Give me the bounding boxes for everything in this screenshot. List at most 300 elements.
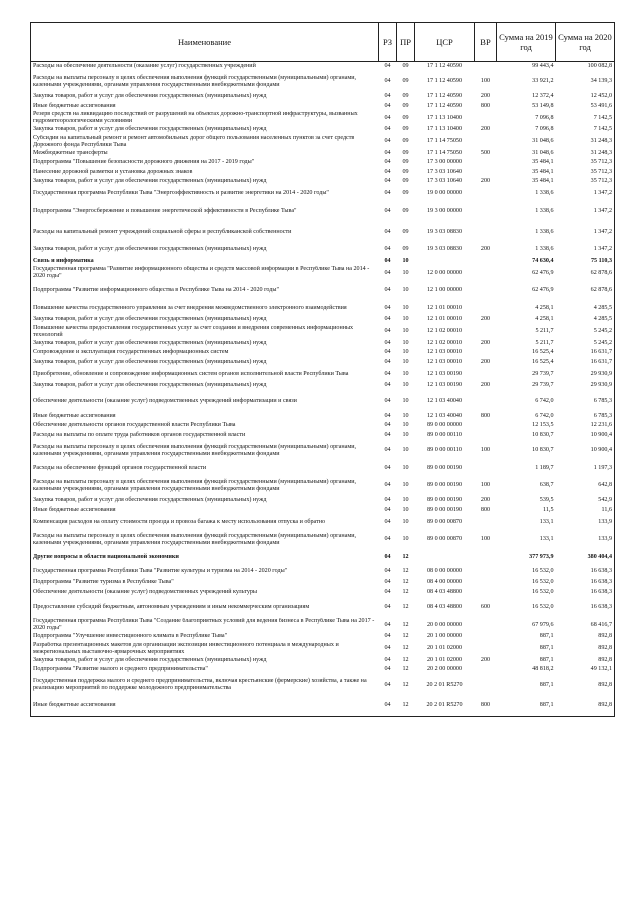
- cell-sum-2020: 29 930,9: [556, 367, 615, 381]
- cell-vr: 600: [480, 604, 491, 611]
- cell-vr: [475, 632, 497, 642]
- header-rz: РЗ: [379, 23, 397, 62]
- cell-pr: 10: [402, 464, 409, 471]
- cell-name: Расходы на выплаты персоналу в целях обеспечения выполнения функций государственными (муниципальными) органами, казенными учреждениями, органами управления государственными внебюджетными фондами: [31, 71, 379, 92]
- cell-rz: 04: [384, 506, 391, 513]
- cell-sum-2019: 35 484,1: [532, 159, 554, 166]
- cell-csr: [415, 550, 475, 564]
- cell-csr: 17 1 13 10400: [426, 114, 463, 121]
- cell-name: Иные бюджетные ассигнования: [31, 506, 379, 516]
- cell-vr: [475, 515, 497, 529]
- cell-rz: 04: [384, 328, 391, 335]
- cell-csr: 20 2 01 R5270: [426, 681, 463, 688]
- cell-rz: 04: [384, 138, 391, 145]
- cell-rz: 04: [384, 228, 391, 235]
- cell-csr: 17 1 12 40590: [426, 63, 463, 70]
- cell-rz: 04: [384, 536, 391, 543]
- cell-rz: 04: [384, 287, 391, 294]
- cell-rz: 04: [384, 553, 391, 560]
- cell-sum-2019: 1 189,7: [535, 464, 554, 471]
- cell-sum-2020: 892,8: [556, 675, 615, 696]
- cell-vr: [475, 158, 497, 168]
- cell-sum-2020: 16 638,3: [556, 578, 615, 588]
- cell-name: Расходы на выплаты персоналу в целях обеспечения выполнения функций государственными (муниципальными) органами, казенными учреждениями, органами управления государственными внебюджетными фондами: [31, 475, 379, 496]
- cell-sum-2019: 29 739,7: [532, 370, 554, 377]
- cell-name: Иные бюджетные ассигнования: [31, 696, 379, 717]
- cell-name: Закупка товаров, работ и услуг для обеспечения государственных (муниципальных) нужд: [31, 315, 379, 325]
- cell-csr: 08 4 00 00000: [426, 579, 463, 586]
- table-row: [31, 496, 615, 506]
- cell-csr: 89 0 00 00870: [426, 518, 463, 525]
- cell-vr: [475, 421, 497, 431]
- cell-name: Закупка товаров, работ и услуг для обеспечения государственных (муниципальных) нужд: [31, 243, 379, 257]
- cell-name: Закупка товаров, работ и услуг для обеспечения государственных (муниципальных) нужд: [31, 381, 379, 391]
- table-row: [31, 102, 615, 112]
- cell-csr: 17 1 14 75050: [426, 149, 463, 156]
- cell-pr: 10: [402, 497, 409, 504]
- cell-pr: 12: [402, 621, 409, 628]
- cell-vr: 200: [480, 93, 491, 100]
- cell-name: Нанесение дорожной разметки и установка дорожных знаков: [31, 168, 379, 178]
- cell-sum-2019: 5 211,7: [535, 339, 554, 346]
- cell-csr: 17 1 12 40590: [426, 102, 463, 109]
- cell-sum-2020: 31 248,3: [556, 149, 615, 159]
- table-row: [31, 367, 615, 381]
- cell-csr: 17 3 00 00000: [426, 159, 463, 166]
- cell-vr: [475, 280, 497, 301]
- table-body: [31, 62, 615, 717]
- cell-pr: 12: [402, 645, 409, 652]
- cell-name: Расходы на выплаты персоналу в целях обеспечения выполнения функций государственными (муниципальными) органами, казенными учреждениями, органами управления государственными внебюджетными фондами: [31, 529, 379, 550]
- cell-sum-2020: 10 900,4: [556, 431, 615, 441]
- cell-pr: 10: [402, 269, 409, 276]
- cell-pr: 10: [402, 422, 409, 429]
- table-row: [31, 158, 615, 168]
- cell-csr: 12 1 02 00010: [426, 339, 463, 346]
- cell-pr: 09: [402, 63, 409, 70]
- cell-vr: [475, 588, 497, 598]
- cell-csr: 19 3 03 08830: [426, 228, 463, 235]
- table-row: [31, 550, 615, 564]
- table-row: [31, 301, 615, 315]
- cell-pr: 09: [402, 149, 409, 156]
- cell-sum-2019: 12 153,5: [532, 422, 554, 429]
- cell-pr: 10: [402, 431, 409, 438]
- table-row: [31, 168, 615, 178]
- cell-sum-2020: 16 631,7: [556, 358, 615, 368]
- cell-vr: [475, 301, 497, 315]
- cell-csr: 89 0 00 00000: [426, 422, 463, 429]
- table-row: [31, 431, 615, 441]
- cell-name: Закупка товаров, работ и услуг для обеспечения государственных (муниципальных) нужд: [31, 339, 379, 349]
- cell-sum-2019: 16 532,0: [532, 604, 554, 611]
- cell-vr: [475, 564, 497, 578]
- cell-sum-2019: 35 484,1: [532, 168, 554, 175]
- cell-rz: 04: [384, 358, 391, 365]
- table-row: [31, 135, 615, 149]
- cell-vr: 200: [480, 497, 491, 504]
- cell-sum-2020: 380 404,4: [556, 550, 615, 564]
- cell-csr: 20 1 00 00000: [426, 633, 463, 640]
- cell-vr: 200: [480, 316, 491, 323]
- cell-sum-2020: 35 712,3: [556, 168, 615, 178]
- table-row: [31, 632, 615, 642]
- cell-rz: 04: [384, 422, 391, 429]
- table-row: [31, 71, 615, 92]
- table-row: [31, 381, 615, 391]
- cell-csr: 89 0 00 00870: [426, 536, 463, 543]
- cell-name: Иные бюджетные ассигнования: [31, 412, 379, 422]
- cell-sum-2020: 12 452,0: [556, 92, 615, 102]
- cell-name: Предоставление субсидий бюджетным, автономным учреждениям и иным некоммерческим организациям: [31, 597, 379, 618]
- cell-csr: 19 3 03 08830: [426, 246, 463, 253]
- cell-rz: 04: [384, 114, 391, 121]
- header-sum-2019: Сумма на 2019 год: [497, 23, 556, 62]
- cell-vr: [475, 367, 497, 381]
- cell-vr: [475, 222, 497, 243]
- cell-vr: [475, 665, 497, 675]
- cell-sum-2019: 887,1: [539, 633, 554, 640]
- cell-name: Государственная программа Республики Тыва "Энергоэффективность и развитие энергетики на 2014 - 2020 годы": [31, 187, 379, 201]
- cell-csr: 19 0 00 00000: [426, 190, 463, 197]
- cell-rz: 04: [384, 588, 391, 595]
- cell-rz: 04: [384, 447, 391, 454]
- cell-sum-2019: 539,5: [539, 497, 554, 504]
- table-row: [31, 391, 615, 412]
- cell-vr: [475, 642, 497, 656]
- cell-csr: 12 1 03 40040: [426, 412, 463, 419]
- cell-name: Межбюджетные трансферты: [31, 149, 379, 159]
- cell-pr: 10: [402, 482, 409, 489]
- cell-vr: [475, 266, 497, 280]
- cell-pr: 09: [402, 102, 409, 109]
- cell-pr: 10: [402, 339, 409, 346]
- cell-sum-2020: 34 139,3: [556, 71, 615, 92]
- cell-csr: [415, 257, 475, 267]
- table-row: [31, 339, 615, 349]
- cell-rz: 04: [384, 269, 391, 276]
- table-row: [31, 618, 615, 632]
- cell-sum-2020: 16 631,7: [556, 348, 615, 358]
- cell-sum-2020: 4 285,5: [556, 301, 615, 315]
- cell-vr: 100: [480, 536, 491, 543]
- cell-name: Субсидии на капитальный ремонт и ремонт автомобильных дорог общего пользования населенных пунктов за счет средств Дорожного фонда Республики Тыва: [31, 135, 379, 149]
- table-row: [31, 564, 615, 578]
- cell-sum-2020: 642,8: [556, 475, 615, 496]
- header-name: Наименование: [31, 23, 379, 62]
- cell-vr: [475, 578, 497, 588]
- table-row: [31, 475, 615, 496]
- cell-pr: 12: [402, 681, 409, 688]
- cell-pr: 09: [402, 178, 409, 185]
- cell-sum-2020: 5 245,2: [556, 325, 615, 339]
- header-sum-2020: Сумма на 2020 год: [556, 23, 615, 62]
- cell-rz: 04: [384, 63, 391, 70]
- table-row: [31, 92, 615, 102]
- cell-sum-2019: 16 532,0: [532, 588, 554, 595]
- cell-pr: 10: [402, 287, 409, 294]
- cell-vr: [475, 431, 497, 441]
- cell-sum-2019: 53 149,8: [532, 102, 554, 109]
- cell-sum-2020: 68 416,7: [556, 618, 615, 632]
- cell-sum-2020: 10 900,4: [556, 440, 615, 461]
- cell-sum-2019: 16 525,4: [532, 349, 554, 356]
- cell-csr: 20 2 01 R5270: [426, 702, 463, 709]
- cell-pr: 10: [402, 358, 409, 365]
- cell-sum-2020: 11,6: [556, 506, 615, 516]
- cell-csr: 20 2 00 00000: [426, 666, 463, 673]
- cell-name: Подпрограмма "Развитие информационного общества в Республике Тыва на 2014 - 2020 годы": [31, 280, 379, 301]
- cell-sum-2020: 12 231,6: [556, 421, 615, 431]
- header-pr: ПР: [397, 23, 415, 62]
- cell-sum-2019: 5 211,7: [535, 328, 554, 335]
- cell-pr: 10: [402, 382, 409, 389]
- cell-name: Расходы на обеспечение функций органов государственной власти: [31, 461, 379, 475]
- cell-csr: 12 1 01 00010: [426, 304, 463, 311]
- cell-sum-2019: 74 630,4: [532, 257, 554, 264]
- header-vr: ВР: [475, 23, 497, 62]
- cell-name: Закупка товаров, работ и услуг для обеспечения государственных (муниципальных) нужд: [31, 496, 379, 506]
- cell-sum-2020: 1 347,2: [556, 243, 615, 257]
- cell-pr: 10: [402, 304, 409, 311]
- cell-rz: 04: [384, 412, 391, 419]
- cell-rz: 04: [384, 567, 391, 574]
- cell-name: Расходы на выплаты по оплате труда работников органов государственной власти: [31, 431, 379, 441]
- cell-sum-2020: 1 197,3: [556, 461, 615, 475]
- cell-csr: 89 0 00 00190: [426, 482, 463, 489]
- table-row: [31, 348, 615, 358]
- cell-sum-2019: 67 979,6: [532, 621, 554, 628]
- cell-sum-2019: 62 476,9: [532, 269, 554, 276]
- table-row: [31, 578, 615, 588]
- cell-pr: 10: [402, 518, 409, 525]
- cell-sum-2019: 887,1: [539, 702, 554, 709]
- cell-sum-2019: 1 338,6: [535, 228, 554, 235]
- cell-pr: 12: [402, 567, 409, 574]
- cell-sum-2020: 35 712,3: [556, 177, 615, 187]
- cell-csr: 17 3 03 10640: [426, 168, 463, 175]
- cell-sum-2019: 887,1: [539, 656, 554, 663]
- table-row: [31, 675, 615, 696]
- cell-csr: 12 1 03 00190: [426, 382, 463, 389]
- cell-rz: 04: [384, 579, 391, 586]
- cell-name: Резерв средств на ликвидацию последствий от разрушений на объектах дорожно-транспортной инфраструктуры, вызванных гидрометеорологическими условиями: [31, 111, 379, 125]
- cell-csr: 89 0 00 00110: [427, 447, 462, 454]
- table-row: [31, 461, 615, 475]
- cell-pr: 09: [402, 114, 409, 121]
- table-row: [31, 515, 615, 529]
- cell-pr: 09: [402, 138, 409, 145]
- cell-rz: 04: [384, 190, 391, 197]
- cell-sum-2020: 31 248,3: [556, 135, 615, 149]
- table-row: [31, 696, 615, 717]
- cell-sum-2019: 7 096,8: [535, 114, 554, 121]
- cell-sum-2019: 638,7: [539, 482, 554, 489]
- cell-csr: 12 1 00 00000: [426, 287, 463, 294]
- cell-sum-2020: 4 285,5: [556, 315, 615, 325]
- cell-sum-2020: 7 142,5: [556, 125, 615, 135]
- cell-name: Обеспечение деятельности (оказание услуг) подведомственных учреждений культуры: [31, 588, 379, 598]
- cell-sum-2019: 16 532,0: [532, 579, 554, 586]
- cell-sum-2020: 133,9: [556, 529, 615, 550]
- cell-csr: 12 1 01 00010: [426, 316, 463, 323]
- cell-vr: 200: [480, 178, 491, 185]
- cell-rz: 04: [384, 370, 391, 377]
- cell-pr: 09: [402, 228, 409, 235]
- cell-rz: 04: [384, 257, 391, 264]
- cell-vr: [475, 111, 497, 125]
- cell-sum-2019: 6 742,0: [535, 397, 554, 404]
- cell-sum-2019: 31 048,6: [532, 138, 554, 145]
- cell-name: Подпрограмма "Развитие малого и среднего предпринимательства": [31, 665, 379, 675]
- cell-sum-2020: 5 245,2: [556, 339, 615, 349]
- cell-csr: 17 3 03 10640: [426, 178, 463, 185]
- cell-sum-2020: 1 347,2: [556, 222, 615, 243]
- cell-pr: 12: [402, 656, 409, 663]
- cell-rz: 04: [384, 645, 391, 652]
- cell-pr: 10: [402, 257, 409, 264]
- cell-pr: 12: [402, 579, 409, 586]
- cell-sum-2020: 75 110,3: [556, 257, 615, 267]
- cell-rz: 04: [384, 339, 391, 346]
- cell-sum-2020: 1 347,2: [556, 187, 615, 201]
- cell-sum-2020: 16 638,3: [556, 588, 615, 598]
- cell-pr: 12: [402, 702, 409, 709]
- cell-sum-2019: 1 338,6: [535, 190, 554, 197]
- table-row: [31, 243, 615, 257]
- cell-vr: [475, 461, 497, 475]
- cell-vr: 200: [480, 358, 491, 365]
- cell-sum-2019: 4 258,1: [535, 316, 554, 323]
- cell-sum-2020: 35 712,3: [556, 158, 615, 168]
- cell-sum-2020: 1 347,2: [556, 201, 615, 222]
- cell-sum-2019: 11,5: [543, 506, 554, 513]
- cell-csr: 17 1 12 40590: [426, 78, 463, 85]
- cell-name: Закупка товаров, работ и услуг для обеспечения государственных (муниципальных) нужд: [31, 125, 379, 135]
- cell-vr: [475, 348, 497, 358]
- cell-vr: 200: [480, 656, 491, 663]
- cell-sum-2019: 62 476,9: [532, 287, 554, 294]
- cell-name: Сопровождение и эксплуатация государственных информационных систем: [31, 348, 379, 358]
- cell-rz: 04: [384, 382, 391, 389]
- cell-vr: [475, 391, 497, 412]
- cell-csr: 12 0 00 00000: [426, 269, 463, 276]
- cell-pr: 09: [402, 78, 409, 85]
- cell-csr: 12 1 03 00010: [426, 358, 463, 365]
- cell-pr: 10: [402, 316, 409, 323]
- table-row: [31, 358, 615, 368]
- cell-pr: 10: [402, 397, 409, 404]
- cell-sum-2020: 6 785,3: [556, 412, 615, 422]
- cell-vr: 200: [480, 246, 491, 253]
- cell-sum-2019: 377 973,9: [529, 553, 554, 560]
- cell-sum-2019: 12 372,4: [532, 93, 554, 100]
- cell-name: Государственная поддержка малого и среднего предпринимательства, включая крестьянские (фермерские) хозяйства, а также на реализацию мероприятий по поддержке молодежного предпринимательства: [31, 675, 379, 696]
- cell-sum-2019: 33 921,2: [532, 78, 554, 85]
- cell-rz: 04: [384, 246, 391, 253]
- cell-rz: 04: [384, 681, 391, 688]
- cell-rz: 04: [384, 304, 391, 311]
- cell-rz: 04: [384, 702, 391, 709]
- cell-name: Государственная программа Республики Тыва "Развитие культуры и туризма на 2014 - 2020 годы": [31, 564, 379, 578]
- table-row: [31, 266, 615, 280]
- cell-sum-2020: 29 930,9: [556, 381, 615, 391]
- cell-vr: 200: [480, 339, 491, 346]
- cell-pr: 10: [402, 412, 409, 419]
- table-row: [31, 222, 615, 243]
- cell-csr: 20 1 01 02000: [426, 656, 463, 663]
- cell-sum-2020: 892,8: [556, 696, 615, 717]
- cell-name: Обеспечение деятельности (оказание услуг) подведомственных учреждений информатизации и связи: [31, 391, 379, 412]
- cell-sum-2019: 10 830,7: [532, 447, 554, 454]
- cell-sum-2020: 53 491,6: [556, 102, 615, 112]
- cell-name: Приобретение, обновление и сопровождение информационных систем органов исполнительной власти Республики Тыва: [31, 367, 379, 381]
- table-row: [31, 257, 615, 267]
- table-row: [31, 111, 615, 125]
- table-row: [31, 177, 615, 187]
- cell-sum-2019: 16 525,4: [532, 358, 554, 365]
- cell-rz: 04: [384, 497, 391, 504]
- cell-pr: 12: [402, 604, 409, 611]
- cell-pr: 10: [402, 328, 409, 335]
- cell-sum-2019: 99 443,4: [532, 63, 554, 70]
- cell-csr: 89 0 00 00110: [427, 431, 462, 438]
- cell-csr: 12 1 03 00010: [426, 349, 463, 356]
- cell-rz: 04: [384, 604, 391, 611]
- cell-rz: 04: [384, 159, 391, 166]
- cell-sum-2020: 7 142,5: [556, 111, 615, 125]
- cell-rz: 04: [384, 102, 391, 109]
- cell-rz: 04: [384, 431, 391, 438]
- cell-pr: 09: [402, 207, 409, 214]
- cell-sum-2020: 6 785,3: [556, 391, 615, 412]
- cell-sum-2019: 7 096,8: [535, 126, 554, 133]
- cell-vr: 200: [480, 382, 491, 389]
- cell-vr: [475, 135, 497, 149]
- table-row: [31, 325, 615, 339]
- budget-table: [30, 22, 615, 717]
- table-row: [31, 597, 615, 618]
- cell-name: Закупка товаров, работ и услуг для обеспечения государственных (муниципальных) нужд: [31, 358, 379, 368]
- table-row: [31, 62, 615, 72]
- cell-csr: 89 0 00 00190: [426, 506, 463, 513]
- cell-sum-2020: 100 082,8: [556, 62, 615, 72]
- cell-rz: 04: [384, 397, 391, 404]
- table-row: [31, 506, 615, 516]
- table-row: [31, 440, 615, 461]
- cell-rz: 04: [384, 666, 391, 673]
- table-row: [31, 588, 615, 598]
- cell-sum-2020: 542,9: [556, 496, 615, 506]
- table-row: [31, 421, 615, 431]
- cell-sum-2019: 1 338,6: [535, 207, 554, 214]
- table-row: [31, 149, 615, 159]
- table-row: [31, 529, 615, 550]
- cell-rz: 04: [384, 207, 391, 214]
- budget-document: [30, 22, 614, 717]
- cell-csr: 19 3 00 00000: [426, 207, 463, 214]
- cell-vr: [475, 618, 497, 632]
- cell-pr: 09: [402, 93, 409, 100]
- cell-sum-2020: 62 878,6: [556, 266, 615, 280]
- table-row: [31, 280, 615, 301]
- cell-name: Закупка товаров, работ и услуг для обеспечения государственных (муниципальных) нужд: [31, 92, 379, 102]
- cell-sum-2019: 29 739,7: [532, 382, 554, 389]
- cell-rz: 04: [384, 316, 391, 323]
- cell-sum-2020: 62 878,6: [556, 280, 615, 301]
- cell-vr: 200: [480, 126, 491, 133]
- cell-rz: 04: [384, 149, 391, 156]
